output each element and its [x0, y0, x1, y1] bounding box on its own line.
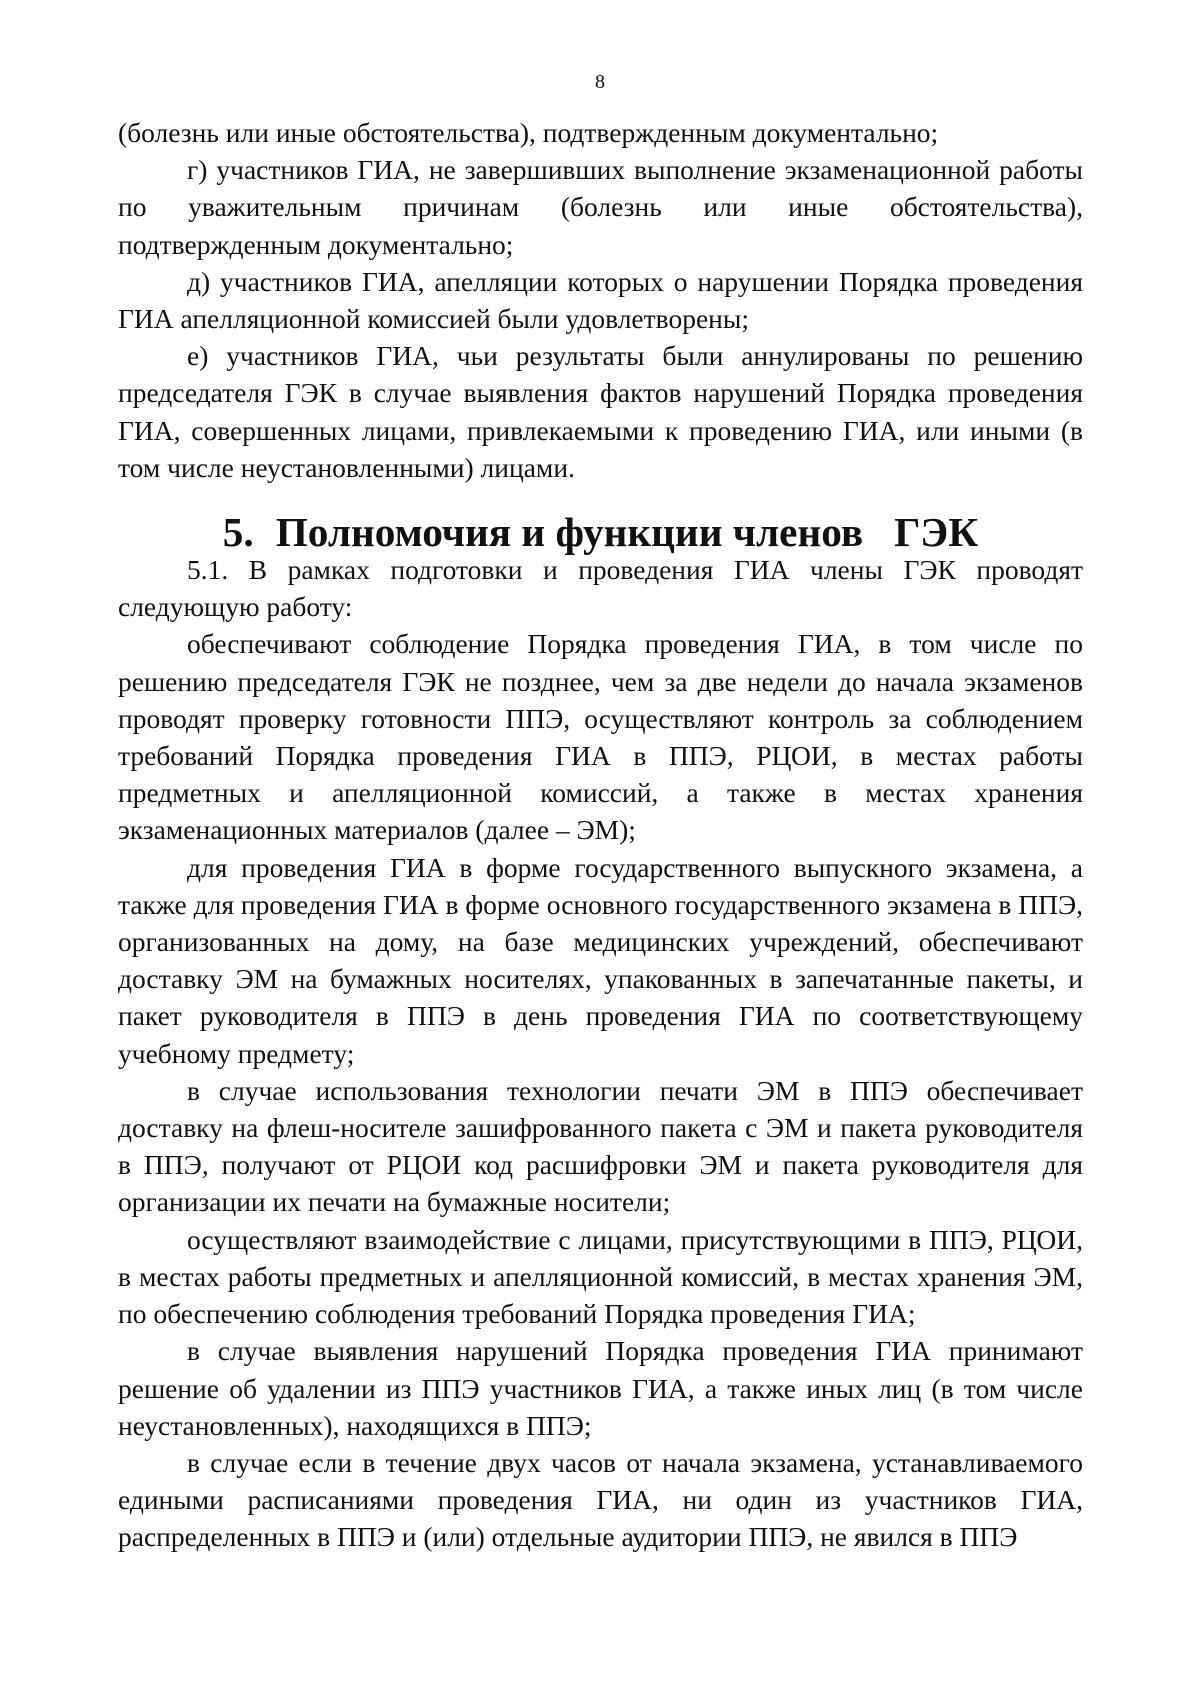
- paragraph-duty-delivery: для проведения ГИА в форме государственного выпускного экзамена, а также для проведения ГИА в форме основного государственного экзамена в ППЭ, организованных на дому, на базе медицинских учреждений, обеспечивают доставку ЭМ на бумажных носителях, упакованных в запечатанные пакеты, и пакет руководителя в ППЭ в день проведения ГИА по соответствующему учебному предмету;: [118, 851, 1083, 1069]
- paragraph-duty-removal: в случае выявления нарушений Порядка проведения ГИА принимают решение об удалении из ППЭ участников ГИА, а также иных лиц (в том числе неустановленных), находящихся в ППЭ;: [118, 1335, 1083, 1441]
- section-number: 5.: [222, 509, 254, 556]
- list-item-g: г) участников ГИА, не завершивших выполнение экзаменационной работы по уважительным причинам (болезнь или иные обстоятельства), подтвержденным документально;: [118, 154, 1083, 260]
- page-content: [118, 114, 1083, 1556]
- list-item-e: е) участников ГИА, чьи результаты были аннулированы по решению председателя ГЭК в случае выявления фактов нарушений Порядка проведения ГИА, совершенных лицами, привлекаемыми к проведению ГИА, или иными (в том числе неустановленными) лицами.: [118, 340, 1083, 483]
- list-item-d: д) участников ГИА, апелляции которых о нарушении Порядка проведения ГИА апелляционной комиссией были удовлетворены;: [118, 265, 1083, 335]
- paragraph-duty-printing: в случае использования технологии печати ЭМ в ППЭ обеспечивает доставку на флеш-носителе зашифрованного пакета с ЭМ и пакета руководителя в ППЭ, получают от РЦОИ код расшифровки ЭМ и пакета руководителя для организации их печати на бумажные носители;: [118, 1074, 1083, 1218]
- section-heading: [118, 509, 1083, 556]
- paragraph-5-1: 5.1. В рамках подготовки и проведения ГИА члены ГЭК проводят следующую работу:: [118, 554, 1083, 623]
- paragraph-duty-compliance: обеспечивают соблюдение Порядка проведения ГИА, в том числе по решению председателя ГЭК не позднее, чем за две недели до начала экзаменов проводят проверку готовности ППЭ, осуществляют контроль за соблюдением требований Порядка проведения ГИА в ППЭ, РЦОИ, в местах работы предметных и апелляционной комиссий, а также в местах хранения экзаменационных материалов (далее – ЭМ);: [118, 628, 1083, 846]
- section-title: Полномочия и функции членов ГЭК: [275, 509, 979, 556]
- paragraph-duty-absence: в случае если в течение двух часов от начала экзамена, устанавливаемого едиными расписаниями проведения ГИА, ни один из участников ГИА, распределенных в ППЭ и (или) отдельные аудитории ППЭ, не явился в ППЭ: [118, 1446, 1083, 1553]
- page-number: 8: [595, 71, 605, 93]
- paragraph-duty-interaction: осуществляют взаимодействие с лицами, присутствующими в ППЭ, РЦОИ, в местах работы предметных и апелляционной комиссий, в местах хранения ЭМ, по обеспечению соблюдения требований Порядка проведения ГИА;: [118, 1223, 1083, 1330]
- paragraph-continuation: (болезнь или иные обстоятельства), подтвержденным документально;: [118, 117, 939, 148]
